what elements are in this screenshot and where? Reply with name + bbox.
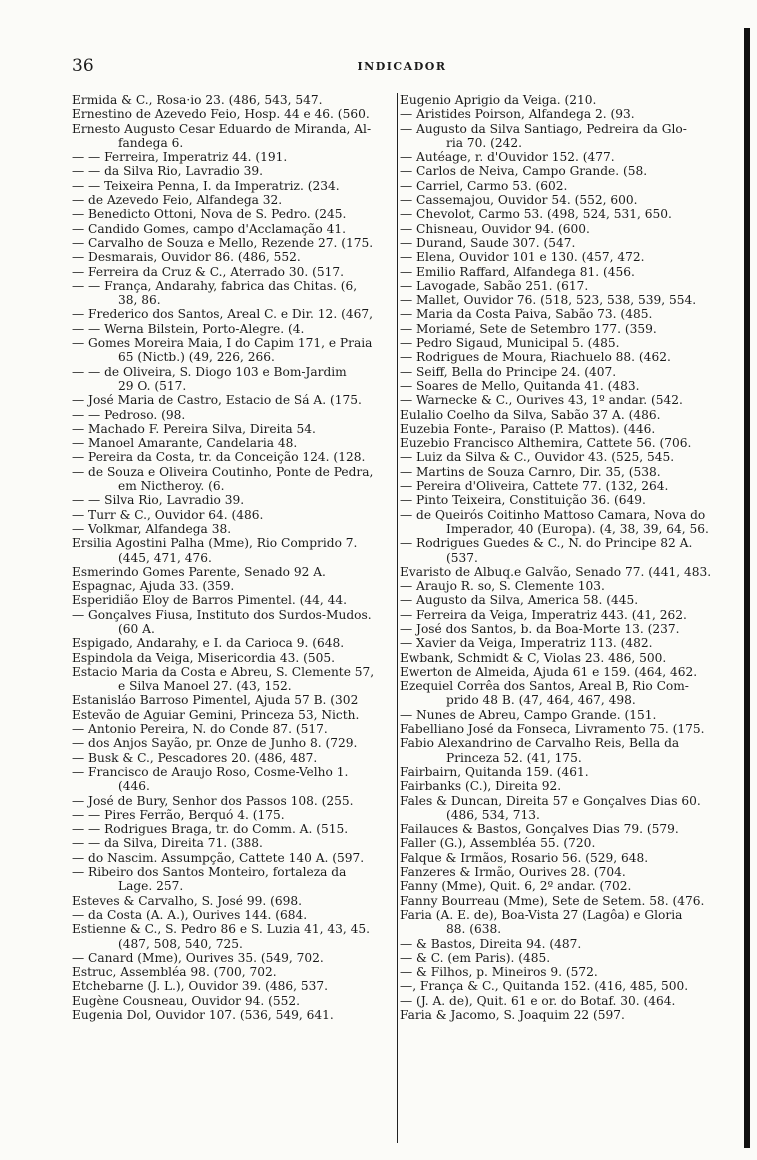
directory-entry-line: — Chisneau, Ouvidor 94. (600. [400, 221, 590, 236]
right-column [400, 93, 732, 1022]
directory-entry-line: Ersilia Agostini Palha (Mme), Rio Comprido 7. [72, 536, 358, 551]
directory-entry-line: Faria & Jacomo, S. Joaquim 22 (597. [400, 1008, 625, 1022]
directory-entry-line: — Francisco de Araujo Roso, Cosme-Velho 1. [72, 764, 349, 779]
directory-entry-line: Eulalio Coelho da Silva, Sabão 37 A. (486. [400, 407, 661, 422]
directory-entry-line: — dos Anjos Sayão, pr. Onze de Junho 8. (729. [72, 736, 358, 751]
directory-entry-line: Esperidião Eloy de Barros Pimentel. (44, 44. [72, 593, 348, 608]
directory-entry-line: Espigado, Andarahy, e I. da Carioca 9. (648. [72, 636, 345, 651]
directory-entry-line: — Candido Gomes, campo d'Acclamação 41. [72, 221, 346, 236]
directory-entry-line: — Martins de Souza Carnro, Dir. 35, (538. [400, 464, 661, 479]
directory-entry-line: Estanisláo Barroso Pimentel, Ajuda 57 B. (302 [72, 693, 359, 708]
page-header [72, 56, 732, 80]
directory-entry-line: — Busk & C., Pescadores 20. (486, 487. [72, 750, 318, 765]
directory-entry-line: Estevão de Aguiar Gemini, Princeza 53, Nicth. [72, 707, 360, 722]
directory-entry-line: Esmerindo Gomes Parente, Senado 92 A. [72, 564, 326, 579]
directory-entry-line: (487, 508, 540, 725. [118, 936, 243, 951]
directory-entry-line: — — Ferreira, Imperatriz 44. (191. [72, 150, 288, 165]
directory-entry-line: — Pereira d'Oliveira, Cattete 77. (132, 264. [400, 479, 669, 494]
directory-entry-line: Fabelliano José da Fonseca, Livramento 75. (175. [400, 722, 705, 737]
directory-entry-line: Ewerton de Almeida, Ajuda 61 e 159. (464, 462. [400, 664, 698, 679]
directory-entry-line: Fairbanks (C.), Direita 92. [400, 779, 562, 794]
directory-entry-line: Falque & Irmãos, Rosario 56. (529, 648. [400, 850, 649, 865]
directory-entry-line: — Carriel, Carmo 53. (602. [400, 178, 568, 193]
directory-entry-line: e Silva Manoel 27. (43, 152. [118, 679, 292, 694]
directory-entry-line: — Volkmar, Alfandega 38. [72, 521, 232, 536]
directory-entry-line: — Machado F. Pereira Silva, Direita 54. [72, 421, 316, 436]
directory-entry-line: — Rodrigues Guedes & C., N. do Principe 82 A. [400, 536, 693, 551]
directory-entry-line: Ernesto Augusto Cesar Eduardo de Miranda, Al- [72, 121, 372, 136]
directory-entry-line: Fanny Bourreau (Mme), Sete de Setem. 58. (476. [400, 893, 705, 908]
directory-entry-line: Ewbank, Schmidt & C, Violas 23. 486, 500. [400, 650, 667, 665]
directory-entry-line: Imperador, 40 (Europa). (4, 38, 39, 64, 56. [446, 521, 709, 536]
directory-entry-line: — Canard (Mme), Ourives 35. (549, 702. [72, 950, 324, 965]
directory-entry-line: — Emilio Raffard, Alfandega 81. (456. [400, 264, 635, 279]
directory-entry-line: — Rodrigues de Moura, Riachuelo 88. (462. [400, 350, 671, 365]
directory-entry-line: — Augusto da Silva Santiago, Pedreira da Glo- [400, 121, 687, 136]
directory-entry-line: — & Bastos, Direita 94. (487. [400, 936, 582, 951]
directory-entry-line: — — Teixeira Penna, I. da Imperatriz. (234. [72, 178, 340, 193]
directory-entry-line: — — Rodrigues Braga, tr. do Comm. A. (515. [72, 822, 349, 837]
directory-entry-line: — Ribeiro dos Santos Monteiro, fortaleza da [72, 865, 347, 880]
directory-entry-line: — Manoel Amarante, Candelaria 48. [72, 436, 298, 451]
page-number: 36 [72, 56, 94, 76]
directory-entry-line: 88. (638. [446, 922, 502, 937]
directory-entry-line: — Seiff, Bella do Principe 24. (407. [400, 364, 617, 379]
directory-entry-line: — Desmarais, Ouvidor 86. (486, 552. [72, 250, 301, 265]
directory-entry-line: — da Costa (A. A.), Ourives 144. (684. [72, 907, 308, 922]
directory-entry-line: — — de Oliveira, S. Diogo 103 e Bom-Jardim [72, 364, 347, 379]
directory-entry-line: — — da Silva, Direita 71. (388. [72, 836, 263, 851]
directory-entry-line: Estacio Maria da Costa e Abreu, S. Clemente 57, [72, 664, 375, 679]
directory-entry-line: Fanzeres & Irmão, Ourives 28. (704. [400, 865, 626, 880]
directory-entry-line: Fanny (Mme), Quit. 6, 2º andar. (702. [400, 879, 632, 894]
directory-entry-line: — Chevolot, Carmo 53. (498, 524, 531, 650. [400, 207, 672, 222]
directory-entry-line: (486, 534, 713. [446, 807, 540, 822]
directory-entry-line: — Carlos de Neiva, Campo Grande. (58. [400, 164, 648, 179]
directory-entry-line: — Benedicto Ottoni, Nova de S. Pedro. (245. [72, 207, 347, 222]
directory-entry-line: (537. [446, 550, 478, 565]
directory-entry-line: — Aristides Poirson, Alfandega 2. (93. [400, 107, 635, 122]
directory-entry-line: Fabio Alexandrino de Carvalho Reis, Bella da [400, 736, 680, 751]
directory-entry-line: — — França, Andarahy, fabrica das Chitas. (6, [72, 278, 358, 293]
directory-entry-line: Estruc, Assembléa 98. (700, 702. [72, 965, 277, 980]
directory-entry-line: — Xavier da Veiga, Imperatriz 113. (482. [400, 636, 653, 651]
directory-entry-line: — Mallet, Ouvidor 76. (518, 523, 538, 539, 554. [400, 293, 697, 308]
directory-entry-line: Ernestino de Azevedo Feio, Hosp. 44 e 46. (560. [72, 107, 370, 122]
directory-entry-line: — & Filhos, p. Mineiros 9. (572. [400, 965, 598, 980]
directory-entry-line: — Elena, Ouvidor 101 e 130. (457, 472. [400, 250, 645, 265]
directory-entry-line: Espagnac, Ajuda 33. (359. [72, 579, 235, 594]
directory-entry-line: Princeza 52. (41, 175. [446, 750, 582, 765]
directory-entry-line: Ezequiel Corrêa dos Santos, Areal B, Rio Com- [400, 679, 689, 694]
directory-entry-line: — José Maria de Castro, Estacio de Sá A. (175. [72, 393, 362, 408]
directory-entry-line: — de Souza e Oliveira Coutinho, Ponte de Pedra, [72, 464, 374, 479]
directory-entry-line: — Luiz da Silva & C., Ouvidor 43. (525, 545. [400, 450, 675, 465]
directory-entry-line: Eugenio Aprigio da Veiga. (210. [400, 93, 597, 107]
directory-entry-line: Faller (G.), Assembléa 55. (720. [400, 836, 596, 851]
directory-entry-line: Eugenia Dol, Ouvidor 107. (536, 549, 641. [72, 1008, 334, 1022]
directory-entry-line: — de Azevedo Feio, Alfandega 32. [72, 193, 283, 208]
directory-entry-line: —, França & C., Quitanda 152. (416, 485, 500. [400, 979, 689, 994]
directory-entry-line: ria 70. (242. [446, 135, 523, 150]
directory-entry-line: — Augusto da Silva, America 58. (445. [400, 593, 639, 608]
directory-entry-line: Eugène Cousneau, Ouvidor 94. (552. [72, 993, 300, 1008]
directory-entry-line: — José de Bury, Senhor dos Passos 108. (255. [72, 793, 354, 808]
directory-entry-line: — Soares de Mello, Quitanda 41. (483. [400, 378, 640, 393]
directory-entry-line: — Ferreira da Cruz & C., Aterrado 30. (517. [72, 264, 345, 279]
directory-entry-line: — Pinto Teixeira, Constituição 36. (649. [400, 493, 646, 508]
directory-entry-line: — Antonio Pereira, N. do Conde 87. (517. [72, 722, 328, 737]
directory-entry-line: — Pedro Sigaud, Municipal 5. (485. [400, 336, 620, 351]
directory-entry-line: — Turr & C., Ouvidor 64. (486. [72, 507, 264, 522]
directory-entry-line: — Maria da Costa Paiva, Sabão 73. (485. [400, 307, 653, 322]
column-divider [397, 93, 398, 1143]
directory-entry-line: — Autéage, r. d'Ouvidor 152. (477. [400, 150, 615, 165]
directory-entry-line: Estienne & C., S. Pedro 86 e S. Luzia 41, 43, 45. [72, 922, 370, 937]
directory-entry-line: fandega 6. [118, 135, 184, 150]
directory-entry-line: — & C. (em Paris). (485. [400, 950, 551, 965]
directory-entry-line: Euzebia Fonte-, Paraiso (P. Mattos). (446. [400, 421, 656, 436]
directory-entry-line: — Gonçalves Fiusa, Instituto dos Surdos-Mudos. [72, 607, 372, 622]
directory-entry-line: 29 O. (517. [118, 378, 187, 393]
directory-entry-line: — Warnecke & C., Ourives 43, 1º andar. (542. [400, 393, 683, 408]
directory-entry-line: em Nictheroy. (6. [118, 479, 225, 494]
directory-entry-line: — — Werna Bilstein, Porto-Alegre. (4. [72, 321, 305, 336]
directory-entry-line: — Ferreira da Veiga, Imperatriz 443. (41, 262. [400, 607, 687, 622]
directory-entry-line: (445, 471, 476. [118, 550, 212, 565]
directory-entry-line: — Nunes de Abreu, Campo Grande. (151. [400, 707, 657, 722]
directory-entry-line: — — Silva Rio, Lavradio 39. [72, 493, 245, 508]
directory-entry-line: Lage. 257. [118, 879, 184, 894]
directory-entry-line: Ermida & C., Rosa·io 23. (486, 543, 547. [72, 93, 323, 107]
left-column [72, 93, 397, 1022]
directory-entry-line: — José dos Santos, b. da Boa-Morte 13. (237. [400, 621, 680, 636]
directory-entry-line: Fales & Duncan, Direita 57 e Gonçalves Dias 60. [400, 793, 701, 808]
directory-entry-line: — — Pires Ferrão, Berquó 4. (175. [72, 807, 285, 822]
directory-entry-line: — Lavogade, Sabão 251. (617. [400, 278, 589, 293]
directory-entry-line: Faria (A. E. de), Boa-Vista 27 (Lagôa) e Gloria [400, 907, 683, 922]
page-edge-bar [744, 28, 750, 1148]
directory-entry-line: — Frederico dos Santos, Areal C. e Dir. 12. (467, [72, 307, 373, 322]
directory-entry-line: — Cassemajou, Ouvidor 54. (552, 600. [400, 193, 638, 208]
directory-entry-line: Esteves & Carvalho, S. José 99. (698. [72, 893, 302, 908]
directory-entry-line: Etchebarne (J. L.), Ouvidor 39. (486, 537. [72, 979, 329, 994]
directory-entry-line: Euzebio Francisco Althemira, Cattete 56. (706. [400, 436, 692, 451]
directory-entry-line: — Pereira da Costa, tr. da Conceição 124. (128. [72, 450, 366, 465]
directory-entry-line: Evaristo de Albuq.e Galvão, Senado 77. (441, 483. [400, 564, 712, 579]
directory-entry-line: 38, 86. [118, 293, 161, 308]
directory-entry-line: — do Nascim. Assumpção, Cattete 140 A. (597. [72, 850, 365, 865]
directory-entry-line: — de Queirós Coitinho Mattoso Camara, Nova do [400, 507, 706, 522]
directory-entry-line: — Durand, Saude 307. (547. [400, 235, 576, 250]
directory-entry-line: (446. [118, 779, 150, 794]
directory-entry-line: — — Pedroso. (98. [72, 407, 186, 422]
directory-entry-line: Fairbairn, Quitanda 159. (461. [400, 764, 589, 779]
directory-entry-line: prido 48 B. (47, 464, 467, 498. [446, 693, 636, 708]
directory-entry-line: — — da Silva Rio, Lavradio 39. [72, 164, 264, 179]
directory-entry-line: Failauces & Bastos, Gonçalves Dias 79. (579. [400, 822, 679, 837]
directory-entry-line: Espindola da Veiga, Misericordia 43. (505. [72, 650, 335, 665]
directory-entry-line: — Gomes Moreira Maia, I do Capim 171, e Praia [72, 336, 373, 351]
directory-entry-line: — Araujo R. so, S. Clemente 103. [400, 579, 605, 594]
directory-entry-line: (60 A. [118, 621, 155, 636]
running-title: INDICADOR [357, 60, 447, 73]
directory-entry-line: — Carvalho de Souza e Mello, Rezende 27. (175. [72, 235, 374, 250]
directory-entry-line: — Moriamé, Sete de Setembro 177. (359. [400, 321, 657, 336]
directory-entry-line: 65 (Nictb.) (49, 226, 266. [118, 350, 275, 365]
directory-entry-line: — (J. A. de), Quit. 61 e or. do Botaf. 30. (464. [400, 993, 676, 1008]
